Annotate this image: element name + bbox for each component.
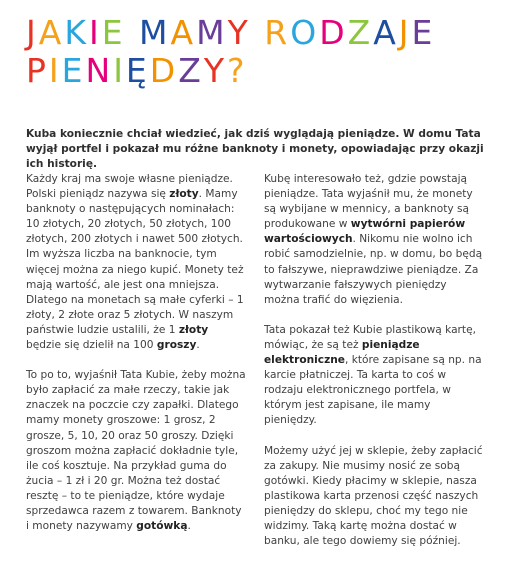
bold-term: wytwórni papierów wartościowych [264, 218, 466, 246]
text-segment: Tata pokazał też Kubie plastikową kartę, mówiąc, że są też [264, 323, 476, 351]
bold-term: złoty [169, 188, 199, 201]
title-letter: A [373, 13, 399, 52]
title-letter: A [170, 13, 197, 52]
title-letter: K [64, 13, 89, 52]
right-paragraph [264, 172, 484, 308]
title-letter: Ę [125, 51, 150, 90]
bold-term: złoty [178, 323, 209, 336]
title-letter: Z [347, 13, 374, 52]
left-paragraph [26, 172, 246, 353]
title-letter: E [411, 13, 436, 52]
title-letter: D [319, 13, 348, 52]
text-segment: . Mamy banknoty o następujących nominałach: 10 złotych, 20 złotych, 50 złotych, 100 złotych, 200 złotych i nawet 500 złotych. Im wyższa liczba na banknocie, tym więcej można za niego kupić. Monety też mają wartość, ale jest ona mniejsza. Dlatego na monetach są małe cyferki – 1 złoty, 2 złote oraz 5 złotych. W naszym państwie ludzie ustalili, że 1 [26, 188, 244, 336]
text-segment: Kubę interesowało też, gdzie powstają pieniądze. Tata wyjaśnił mu, że monety są wybijane w mennicy, a banknoty są produkowane w [264, 173, 473, 231]
bold-term: gotówką [136, 520, 188, 533]
title-letter: Y [227, 13, 251, 52]
bold-term: pieniądze elektroniczne [264, 338, 420, 367]
page-title [26, 14, 435, 90]
title-letter: D [149, 51, 179, 90]
title-line-1 [26, 14, 435, 52]
bold-term: groszy [156, 339, 197, 352]
title-letter: Z [178, 51, 204, 90]
title-letter [251, 14, 265, 52]
title-letter: I [113, 51, 126, 90]
title-letter [126, 14, 140, 52]
title-letter: ? [226, 51, 248, 90]
title-letter: J [398, 13, 412, 52]
title-line-2 [26, 52, 435, 90]
title-letter: E [61, 51, 86, 90]
text-segment: Możemy użyć jej w sklepie, żeby zapłacić za zakupy. Nie musimy nosić ze sobą gotówki. Kiedy płacimy w sklepie, nasza plastikowa karta przenosi część naszych pieniędzy do sklepu, choć my tego nie widzimy. Taką kartę można dostać w banku, ale tego dowiemy się później. [264, 444, 483, 548]
title-letter: Y [203, 51, 227, 90]
title-letter: E [101, 13, 126, 52]
right-column [264, 172, 484, 564]
text-segment: . [187, 520, 191, 533]
left-paragraph [26, 368, 246, 534]
right-paragraph [264, 323, 484, 429]
title-letter: I [88, 13, 102, 52]
text-segment: . Nikomu nie wolno ich robić samodzielnie, np. w domu, bo będą to fałszywe, nieprawdziwe pieniądze. Za wytwarzanie fałszywych pieniędzy można trafić do więzienia. [264, 233, 483, 306]
title-letter: P [26, 51, 49, 90]
title-letter: A [38, 13, 65, 52]
right-paragraph [264, 444, 484, 550]
intro-paragraph: Kuba koniecznie chciał wiedzieć, jak dziś wyglądają pieniądze. W domu Tata wyjął portfel i pokazał mu różne banknoty i monety, opowiadając przy okazji ich historię. [26, 128, 484, 170]
text-segment: będzie się dzielił na 100 [26, 339, 157, 352]
title-letter: N [85, 51, 114, 90]
left-column [26, 172, 246, 549]
title-letter: M [196, 13, 228, 52]
text-segment: . [196, 339, 200, 352]
text-segment: , które zapisane są np. na karcie płatniczej. Ta karta to coś w rodzaju elektronicznego portfela, w którym jest zapisane, ile mamy pieniędzy. [264, 354, 482, 427]
title-letter: O [290, 13, 320, 52]
title-letter: J [26, 13, 39, 52]
title-letter: I [48, 51, 62, 90]
text-segment: Każdy kraj ma swoje własne pieniądze. Polski pieniądz nazywa się [26, 173, 233, 201]
title-letter: R [264, 13, 291, 52]
text-segment: To po to, wyjaśnił Tata Kubie, żeby można było zapłacić za małe rzeczy, takie jak znaczek na poczcie czy zapałki. Dlatego mamy monety groszowe: 1 grosz, 2 grosze, 5, 10, 20 oraz 50 groszy. Dzięki groszom można zapłacić dokładnie tyle, ile coś kosztuje. Na przykład guma do żucia – 1 zł i 20 gr. Można też dostać resztę – to te pieniądze, które wydaje sprzedawca razem z towarem. Banknoty i monety nazywamy [26, 369, 246, 533]
title-letter: M [139, 13, 171, 52]
